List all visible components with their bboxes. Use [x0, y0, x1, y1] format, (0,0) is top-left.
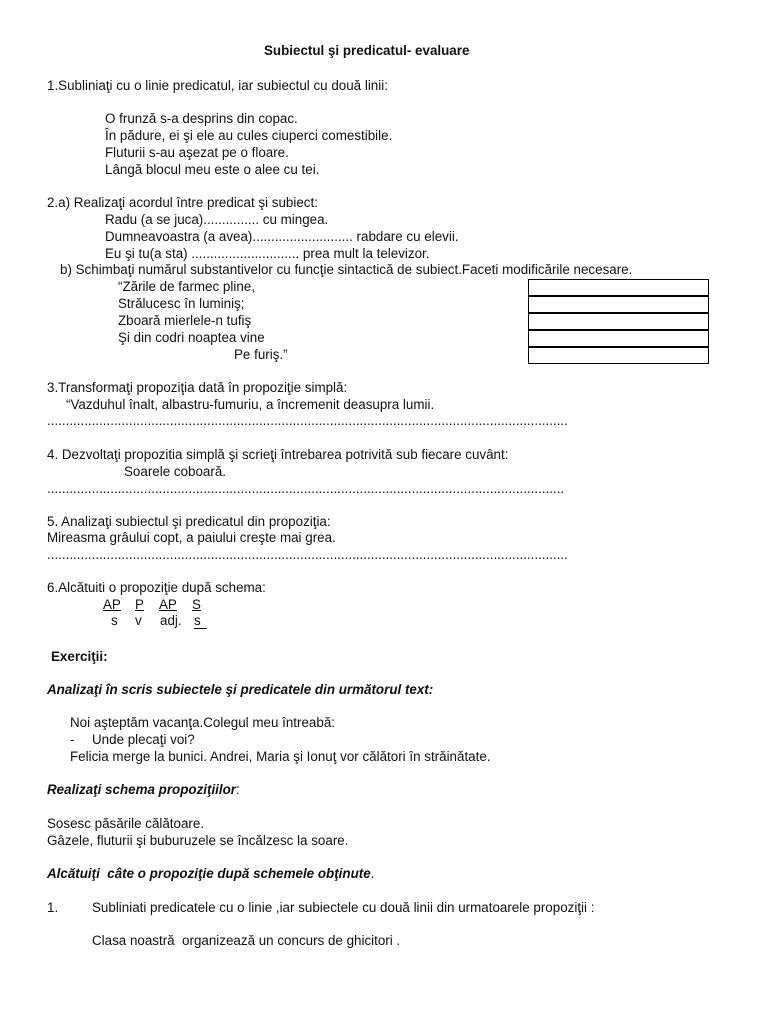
- exercise-5-sentence: Mireasma grâului copt, a paiului creşte mai grea.: [47, 530, 336, 545]
- schema-part: AP: [103, 597, 121, 612]
- exercises-heading: Exerciţii:: [51, 649, 108, 664]
- item-number: 1.: [47, 900, 59, 915]
- answer-dotted-line: ............................................................................................................................................: [47, 547, 568, 562]
- exercise-1-sentence: În pădure, ei şi ele au cules ciuperci comestibile.: [105, 128, 393, 143]
- exercise-4-sentence: Soarele coboară.: [124, 464, 226, 479]
- poem-line: Şi din codri noaptea vine: [118, 330, 265, 345]
- text-line: Felicia merge la bunici. Andrei, Maria şi Ionuţ vor călători în străinătate.: [70, 749, 491, 764]
- answer-box[interactable]: [528, 313, 709, 330]
- answer-box[interactable]: [528, 330, 709, 347]
- exercise-1-sentence: Fluturii s-au aşezat pe o floare.: [105, 145, 289, 160]
- item-text: Subliniati predicatele cu o linie ,iar subiectele cu două linii din urmatoarele propoziţii :: [92, 900, 595, 915]
- schema-part: P: [135, 597, 144, 612]
- exercise-1-sentence: O frunză s-a desprins din copac.: [105, 111, 298, 126]
- answer-box[interactable]: [528, 296, 709, 313]
- dash: -: [70, 732, 75, 747]
- schema-part: v: [135, 613, 142, 628]
- exercise-5-prompt: 5. Analizaţi subiectul şi predicatul din propoziţia:: [47, 514, 331, 529]
- answer-dotted-line: ............................................................................................................................................: [47, 413, 568, 428]
- exercise-2a-line: Radu (a se juca)............... cu mingea.: [105, 212, 329, 227]
- text-line: Sosesc păsările călătoare.: [47, 816, 205, 831]
- underline-mark: [194, 628, 207, 629]
- poem-line: “Zările de farmec pline,: [118, 279, 255, 294]
- poem-line: Pe furiş.”: [234, 347, 288, 362]
- text-line: Gâzele, fluturii şi buburuzele se încălzesc la soare.: [47, 833, 349, 848]
- answer-box[interactable]: [528, 279, 709, 296]
- text-line: Unde plecaţi voi?: [92, 732, 195, 747]
- schema-part: s: [111, 613, 118, 628]
- poem-line: Zboară mierlele-n tufiş: [118, 313, 252, 328]
- schema-part: adj.: [160, 613, 182, 628]
- schema-part: S: [192, 597, 201, 612]
- exercise-2b-prompt: b) Schimbaţi numărul substantivelor cu funcţie sintactică de subiect.Faceti modificările necesare.: [60, 262, 633, 277]
- exercise-6-prompt: 6.Alcătuiti o propoziţie după schema:: [47, 580, 266, 595]
- instruction-schema: Realizaţi schema propoziţiilor:: [47, 782, 240, 797]
- exercise-2a-prompt: 2.a) Realizaţi acordul între predicat şi subiect:: [47, 195, 318, 210]
- schema-part: s: [194, 613, 201, 628]
- schema-part: AP: [159, 597, 177, 612]
- text-line: Noi aşteptăm vacanţa.Colegul meu întreabă:: [70, 715, 335, 730]
- answer-dotted-line: ...........................................................................................................................................: [47, 481, 565, 496]
- page-title: Subiectul şi predicatul- evaluare: [264, 43, 470, 58]
- exercise-1-prompt: 1.Subliniaţi cu o linie predicatul, iar subiectul cu două linii:: [47, 78, 388, 93]
- instruction-compose: Alcătuiţi câte o propoziţie după schemele obţinute.: [47, 866, 375, 881]
- exercise-3-sentence: “Vazduhul înalt, albastru-fumuriu, a încremenit deasupra lumii.: [66, 397, 435, 412]
- exercise-4-prompt: 4. Dezvoltaţi propozitia simplă şi scrieţi întrebarea potrivită sub fiecare cuvânt:: [47, 447, 509, 462]
- exercise-1-sentence: Lângă blocul meu este o alee cu tei.: [105, 162, 320, 177]
- exercise-3-prompt: 3.Transformaţi propoziţia dată în propoziţie simplă:: [47, 380, 348, 395]
- answer-box[interactable]: [528, 347, 709, 364]
- text-line: Clasa noastră organizează un concurs de ghicitori .: [92, 933, 401, 948]
- exercise-2a-line: Eu şi tu(a sta) ............................. prea mult la televizor.: [105, 246, 430, 261]
- poem-line: Strălucesc în luminiş;: [118, 296, 245, 311]
- exercise-2a-line: Dumneavoastra (a avea)........................... rabdare cu elevii.: [105, 229, 459, 244]
- instruction-analyze: Analizaţi în scris subiectele şi predicatele din următorul text:: [47, 682, 434, 697]
